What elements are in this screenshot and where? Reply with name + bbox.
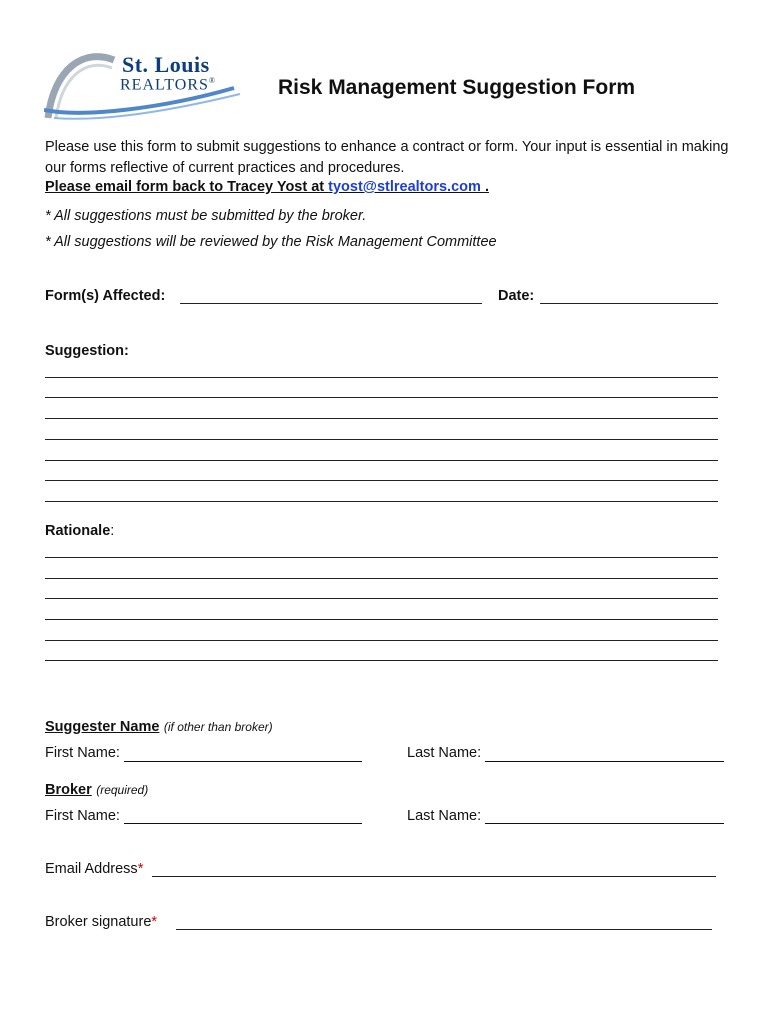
st-louis-realtors-logo	[44, 48, 244, 124]
suggester-first-name-label: First Name:	[45, 745, 120, 761]
logo-text-st-louis: St. Louis	[122, 52, 210, 77]
date-field[interactable]	[540, 303, 718, 304]
broker-last-name-field[interactable]	[485, 823, 724, 824]
suggester-last-name-label: Last Name:	[407, 745, 482, 761]
rationale-label: Rationale:	[45, 523, 115, 539]
suggestion-line[interactable]	[45, 418, 718, 419]
rationale-line[interactable]	[45, 598, 718, 599]
rationale-line[interactable]	[45, 619, 718, 620]
email-instruction	[45, 179, 489, 195]
suggestion-line[interactable]	[45, 501, 718, 502]
broker-signature-label: Broker signature*	[45, 914, 158, 930]
rationale-line[interactable]	[45, 578, 718, 579]
required-mark: *	[151, 914, 158, 930]
page-title: Risk Management Suggestion Form	[278, 76, 636, 99]
forms-affected-label: Form(s) Affected:	[45, 288, 166, 304]
date-label: Date:	[498, 288, 535, 304]
email-link[interactable]: tyost@stlrealtors.com	[328, 179, 485, 195]
suggestion-line[interactable]	[45, 439, 718, 440]
email-address-label: Email Address*	[45, 861, 144, 877]
suggestion-label: Suggestion:	[45, 343, 129, 359]
forms-affected-field[interactable]	[180, 303, 482, 304]
broker-note: * All suggestions must be submitted by the broker.	[45, 208, 367, 224]
broker-first-name-label: First Name:	[45, 808, 120, 824]
broker-last-name-label: Last Name:	[407, 808, 482, 824]
rationale-line[interactable]	[45, 640, 718, 641]
rationale-line[interactable]	[45, 557, 718, 558]
suggester-first-name-field[interactable]	[124, 761, 362, 762]
suggestion-line[interactable]	[45, 460, 718, 461]
broker-first-name-field[interactable]	[124, 823, 362, 824]
email-address-field[interactable]	[152, 876, 716, 877]
email-instruction-end: .	[484, 179, 489, 195]
email-instruction-text: Please email form back to Tracey Yost at	[45, 179, 329, 195]
suggestion-line[interactable]	[45, 377, 718, 378]
logo-text-realtors: REALTORS®	[120, 76, 216, 94]
intro-paragraph: Please use this form to submit suggestions to enhance a contract or form. Your input is essential in making our forms reflective of current practices and procedures.	[45, 139, 729, 176]
rationale-line[interactable]	[45, 660, 718, 661]
broker-signature-field[interactable]	[176, 929, 712, 930]
broker-heading: Broker (required)	[45, 782, 149, 798]
suggester-heading: Suggester Name (if other than broker)	[45, 719, 273, 735]
suggestion-line[interactable]	[45, 480, 718, 481]
suggestion-line[interactable]	[45, 397, 718, 398]
required-mark: *	[137, 861, 144, 877]
committee-note: * All suggestions will be reviewed by the Risk Management Committee	[45, 234, 497, 250]
suggester-last-name-field[interactable]	[485, 761, 724, 762]
